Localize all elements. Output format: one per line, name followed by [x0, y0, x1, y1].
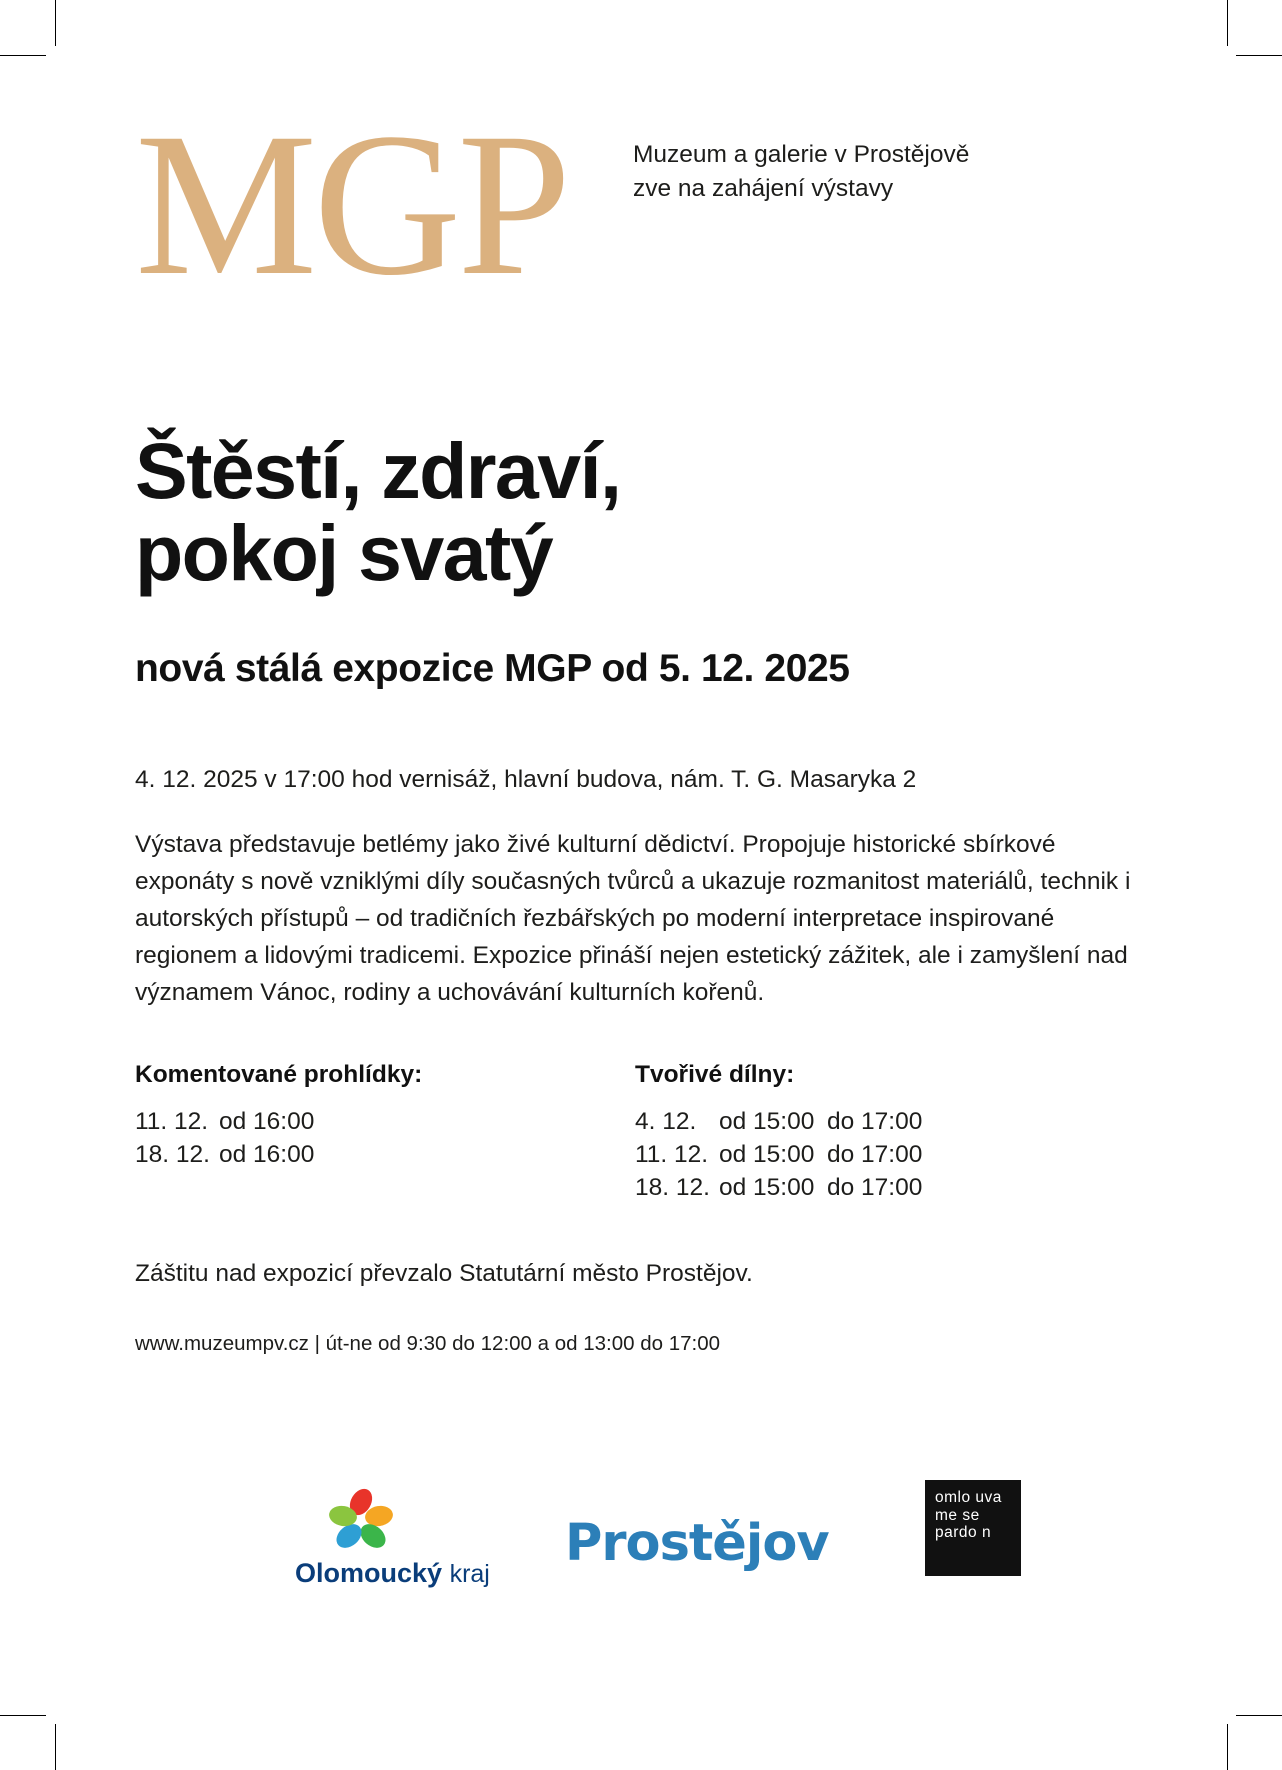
museum-name: Muzeum a galerie v Prostějově [633, 141, 970, 168]
mgp-logo: MGP [135, 91, 568, 318]
workshop-from: od 15:00 [719, 1108, 815, 1135]
crop-mark-bottom-right-horizontal [1236, 1715, 1282, 1716]
guided-tour-row [135, 1138, 635, 1171]
crop-mark-top-left-horizontal [0, 55, 46, 56]
invitation-line: zve na zahájení výstavy [633, 175, 894, 202]
olomoucky-kraj-wordmark [295, 1558, 490, 1589]
workshops-heading: Tvořivé dílny: [635, 1061, 795, 1088]
page-title-line2: pokoj svatý [135, 508, 553, 597]
kraj-suffix: kraj [449, 1560, 490, 1588]
workshop-row [635, 1138, 1135, 1171]
workshop-row [635, 1171, 1135, 1204]
prostejov-logo: Prostějov [565, 1514, 829, 1573]
footer-logos [135, 1470, 1145, 1640]
crop-mark-bottom-left-horizontal [0, 1715, 46, 1716]
guided-tours-column [135, 1059, 635, 1204]
workshop-date: 11. 12. [635, 1141, 709, 1168]
workshop-row [635, 1105, 1135, 1138]
crop-mark-top-left-vertical [55, 0, 56, 46]
crop-mark-top-right-vertical [1227, 0, 1228, 46]
workshop-date: 18. 12. [635, 1174, 710, 1201]
olomoucky-kraj-logo [295, 1492, 525, 1612]
crop-mark-top-right-horizontal [1236, 55, 1282, 56]
workshop-to: do 17:00 [827, 1108, 923, 1135]
workshop-from: od 15:00 [719, 1141, 815, 1168]
guided-tours-heading: Komentované prohlídky: [135, 1061, 423, 1088]
guided-tour-from: od 16:00 [219, 1141, 315, 1168]
workshops-column [635, 1059, 1135, 1204]
poster-content [135, 91, 1145, 1358]
flower-icon [329, 1492, 395, 1554]
workshop-date: 4. 12. [635, 1108, 697, 1135]
guided-tour-from: od 16:00 [219, 1108, 315, 1135]
patronage-note: Záštitu nad expozicí převzalo Statutární město Prostějov. [135, 1260, 753, 1287]
poster-header [135, 91, 1145, 320]
page-title-line1: Štěstí, zdraví, [135, 426, 621, 515]
exhibition-description: Výstava představuje betlémy jako živé kulturní dědictví. Propojuje historické sbírkové exponáty s nově vzniklými díly současných tvůrců a ukazuje rozmanitost materiálů, technik i autorských přístupů – od tradičních řezbářských po moderní interpretace inspirované regionem a lidovými tradicemi. Expozice přináší nejen estetický zážitek, ale i zamyšlení nad významem Vánoc, rodiny a uchovávání kulturních kořenů. [135, 831, 1131, 1006]
workshop-from: od 15:00 [719, 1174, 815, 1201]
guided-tour-row [135, 1105, 635, 1138]
crop-mark-bottom-right-vertical [1227, 1724, 1228, 1770]
website-and-hours: www.muzeumpv.cz | út-ne od 9:30 do 12:00 a od 13:00 do 17:00 [135, 1332, 721, 1355]
page-title [135, 426, 1145, 597]
omlouvame-se-pardon-logo: omlo uva me se pardo n [925, 1480, 1021, 1576]
workshop-to: do 17:00 [827, 1174, 923, 1201]
programme-section [135, 1059, 1145, 1204]
page-subtitle: nová stálá expozice MGP od 5. 12. 2025 [135, 647, 850, 690]
workshop-to: do 17:00 [827, 1141, 923, 1168]
museum-invitation [633, 138, 969, 206]
guided-tour-date: 11. 12. [135, 1108, 209, 1135]
opening-details: 4. 12. 2025 v 17:00 hod vernisáž, hlavní budova, nám. T. G. Masaryka 2 [135, 766, 917, 793]
crop-mark-bottom-left-vertical [55, 1724, 56, 1770]
guided-tour-date: 18. 12. [135, 1141, 210, 1168]
kraj-name: Olomoucký [295, 1558, 443, 1588]
